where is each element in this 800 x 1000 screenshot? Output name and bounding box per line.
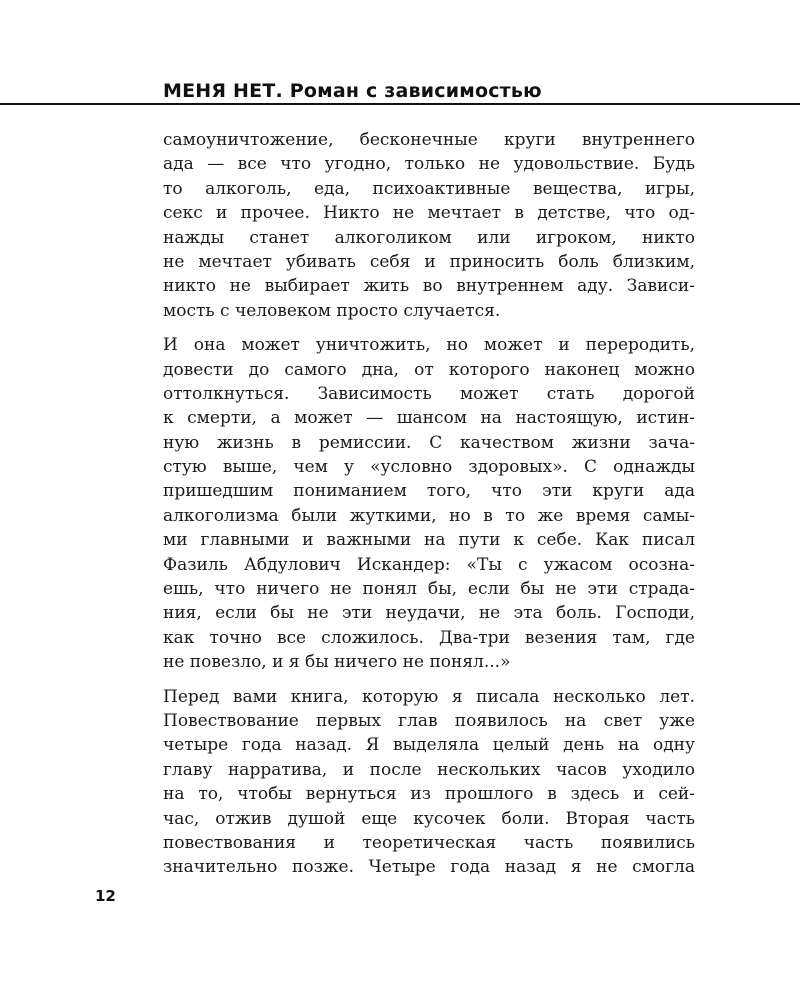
text-line: никто не выбирает жить во внутреннем аду. Зависи- xyxy=(163,276,695,297)
text-line: как точно все сложилось. Два-три везения там, где xyxy=(163,627,695,648)
page-body xyxy=(163,128,695,890)
text-line: значительно позже. Четыре года назад я не смогла xyxy=(163,857,695,878)
text-line: четыре года назад. Я выделяла целый день на одну xyxy=(163,735,695,756)
text-line: ешь, что ничего не понял бы, если бы не эти страда- xyxy=(163,579,695,600)
text-line: пришедшим пониманием того, что эти круги ада xyxy=(163,481,695,502)
text-line: повествования и теоретическая часть появились xyxy=(163,832,695,853)
text-line: ния, если бы не эти неудачи, не эта боль. Господи, xyxy=(163,603,695,624)
text-line: довести до самого дна, от которого наконец можно xyxy=(163,359,695,380)
text-line: Перед вами книга, которую я писала несколько лет. xyxy=(163,686,695,707)
text-line: оттолкнуться. Зависимость может стать дорогой xyxy=(163,383,695,404)
text-line: Повествование первых глав появилось на свет уже xyxy=(163,710,695,731)
text-line: стую выше, чем у «условно здоровых». С однажды xyxy=(163,457,695,478)
page-number: 12 xyxy=(95,887,116,905)
text-line: ада — все что угодно, только не удовольствие. Будь xyxy=(163,154,695,175)
text-line: на то, чтобы вернуться из прошлого в здесь и сей- xyxy=(163,784,695,805)
text-line: секс и прочее. Никто не мечтает в детстве, что од- xyxy=(163,203,695,224)
text-line: ную жизнь в ремиссии. С качеством жизни зача- xyxy=(163,432,695,453)
text-line: мость с человеком просто случается. xyxy=(163,300,501,321)
text-line: главу нарратива, и после нескольких часов уходило xyxy=(163,759,695,780)
paragraph xyxy=(163,128,695,323)
text-line: то алкоголь, еда, психоактивные вещества, игры, xyxy=(163,178,695,199)
text-line: алкоголизма были жуткими, но в то же время самы- xyxy=(163,505,695,526)
text-line: не повезло, и я бы ничего не понял...» xyxy=(163,652,511,673)
running-title: МЕНЯ НЕТ. Роман с зависимостью xyxy=(163,80,542,102)
text-line: нажды станет алкоголиком или игроком, никто xyxy=(163,227,695,248)
text-line: Фазиль Абдулович Искандер: «Ты с ужасом осозна- xyxy=(163,554,695,575)
paragraph xyxy=(163,333,695,674)
text-line: И она может уничтожить, но может и переродить, xyxy=(163,335,695,356)
text-line: к смерти, а может — шансом на настоящую, истин- xyxy=(163,408,695,429)
text-line: самоуничтожение, бесконечные круги внутреннего xyxy=(163,130,695,150)
text-line: ми главными и важными на пути к себе. Как писал xyxy=(163,530,695,551)
text-line: час, отжив душой еще кусочек боли. Вторая часть xyxy=(163,808,695,829)
text-line: не мечтает убивать себя и приносить боль близким, xyxy=(163,251,695,272)
paragraph xyxy=(163,685,695,880)
header-rule xyxy=(0,103,800,105)
